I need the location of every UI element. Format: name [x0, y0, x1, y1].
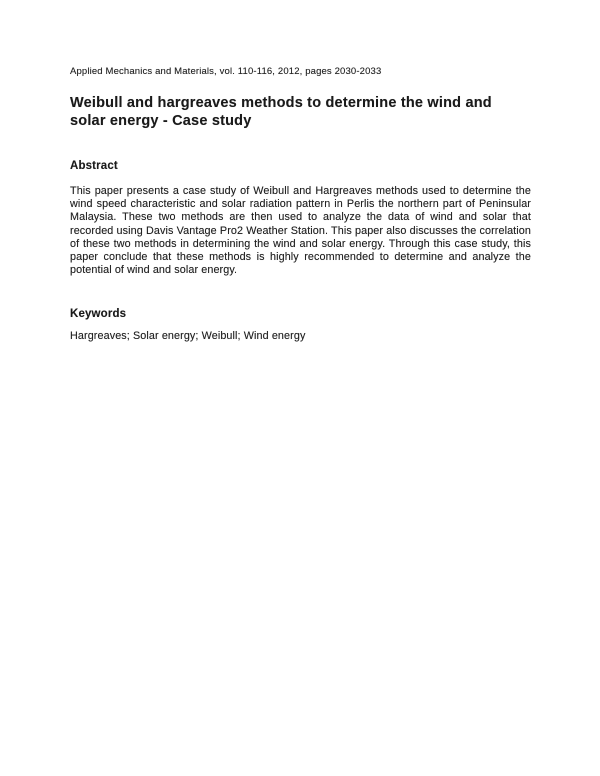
page-content: [70, 66, 531, 344]
journal-citation: Applied Mechanics and Materials, vol. 110-116, 2012, pages 2030-2033: [70, 66, 382, 77]
keywords-text: Hargreaves; Solar energy; Weibull; Wind energy: [70, 330, 306, 343]
abstract-text: This paper presents a case study of Weibull and Hargreaves methods used to determine the wind speed characteristic and solar radiation pattern in Perlis the northern part of Peninsular Malaysia. These two methods are then used to analyze the data of wind and solar that recorded using Davis Vantage Pro2 Weather Station. This paper also discusses the correlation of these two methods in determining the wind and solar energy. Through this case study, this paper conclude that these methods is highly recommended to determine and analyze the potential of wind and solar energy.: [70, 185, 531, 277]
paper-title: Weibull and hargreaves methods to determine the wind and solar energy - Case study: [70, 95, 492, 129]
abstract-heading: Abstract: [70, 160, 118, 172]
keywords-heading: Keywords: [70, 308, 127, 321]
